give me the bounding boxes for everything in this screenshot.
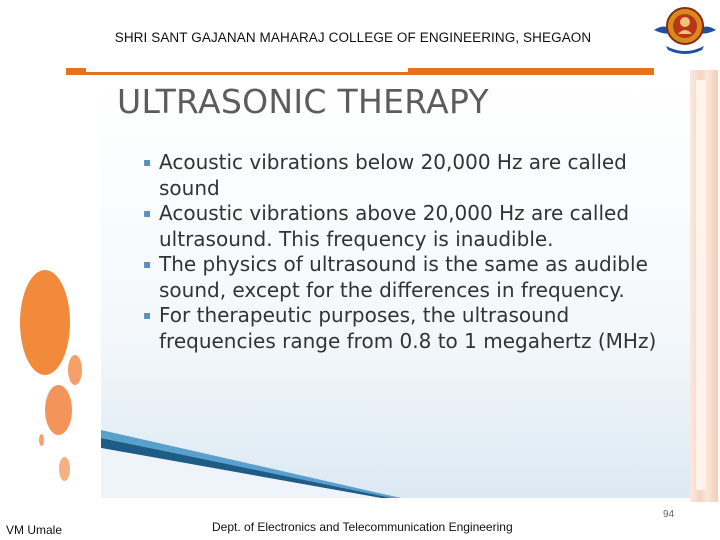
bullet-square-icon: ▪ [143,206,152,220]
author-label: VM Umale [6,523,63,537]
slide-title: ULTRASONIC THERAPY [117,82,489,121]
decorative-circle-medium [45,385,72,435]
department-label: Dept. of Electronics and Telecommunication Engineering [212,520,513,534]
decorative-circle-large [20,270,70,375]
bullet-square-icon: ▪ [143,257,152,271]
header-title: SHRI SANT GAJANAN MAHARAJ COLLEGE OF ENGINEERING, SHEGAON [114,30,592,45]
bullet-list [143,150,663,354]
list-item [143,252,663,303]
bullet-text: The physics of ultrasound is the same as audible sound, except for the differences in frequency. [159,252,648,302]
embedded-slide [101,78,690,498]
list-item [143,303,663,354]
bullet-text: Acoustic vibrations below 20,000 Hz are called sound [159,150,627,200]
bullet-square-icon: ▪ [143,308,152,322]
bullet-text: Acoustic vibrations above 20,000 Hz are called ultrasound. This frequency is inaudible. [159,201,630,251]
list-item [143,150,663,201]
page-number: 94 [663,509,675,520]
header-divider-highlight [86,68,408,72]
list-item [143,201,663,252]
right-decorative-strip-inner [696,80,706,490]
decorative-circle-small [68,355,82,385]
bullet-square-icon: ▪ [143,155,152,169]
decorative-circle-tiny [39,434,44,446]
bullet-text: For therapeutic purposes, the ultrasound frequencies range from 0.8 to 1 megahertz (MHz) [159,303,657,353]
decorative-circle-small [59,457,70,481]
slide-swoosh-decoration [101,428,690,498]
college-emblem-icon [652,2,718,56]
